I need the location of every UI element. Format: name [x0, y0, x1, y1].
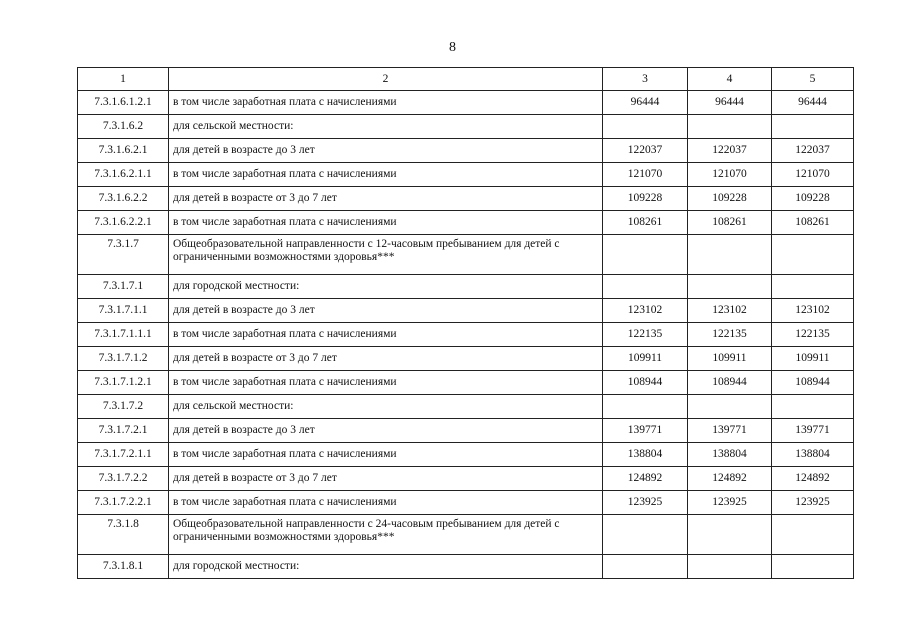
row-code-cell: 7.3.1.6.1.2.1: [78, 91, 169, 115]
column-header: 4: [688, 68, 772, 91]
row-name-cell: в том числе заработная плата с начислениями: [169, 491, 603, 515]
row-name-cell: для детей в возрасте от 3 до 7 лет: [169, 467, 603, 491]
row-value-col5: 96444: [772, 91, 854, 115]
row-value-col3: 123102: [603, 299, 688, 323]
row-name-cell: для сельской местности:: [169, 115, 603, 139]
table-row: [78, 323, 854, 347]
row-value-col4: 108944: [688, 371, 772, 395]
row-value-col5: 138804: [772, 443, 854, 467]
column-header: 3: [603, 68, 688, 91]
row-code-cell: 7.3.1.6.2.2: [78, 187, 169, 211]
page-number: 8: [449, 40, 456, 55]
table-row: [78, 275, 854, 299]
row-value-col3: 139771: [603, 419, 688, 443]
table-row: [78, 555, 854, 579]
row-value-col3: 108944: [603, 371, 688, 395]
row-value-col3: 108261: [603, 211, 688, 235]
row-name-cell: для детей в возрасте от 3 до 7 лет: [169, 347, 603, 371]
table-row: [78, 299, 854, 323]
row-value-col4: [688, 555, 772, 579]
table-row: [78, 347, 854, 371]
row-name-cell: для городской местности:: [169, 555, 603, 579]
row-name-cell: Общеобразовательной направленности с 12-часовым пребыванием для детей с ограниченными возможностями здоровья***: [169, 235, 603, 275]
row-code-cell: 7.3.1.6.2.1.1: [78, 163, 169, 187]
row-value-col3: [603, 555, 688, 579]
row-value-col4: 122135: [688, 323, 772, 347]
row-value-col4: 123102: [688, 299, 772, 323]
row-name-cell: в том числе заработная плата с начислениями: [169, 91, 603, 115]
row-value-col4: [688, 275, 772, 299]
table-row: [78, 395, 854, 419]
row-value-col4: 96444: [688, 91, 772, 115]
row-value-col4: [688, 235, 772, 275]
row-code-cell: 7.3.1.6.2.1: [78, 139, 169, 163]
row-value-col3: [603, 115, 688, 139]
row-value-col3: 122135: [603, 323, 688, 347]
row-value-col5: 108261: [772, 211, 854, 235]
column-header: 5: [772, 68, 854, 91]
row-value-col5: 121070: [772, 163, 854, 187]
row-code-cell: 7.3.1.7: [78, 235, 169, 275]
row-code-cell: 7.3.1.7.1.2: [78, 347, 169, 371]
row-value-col3: [603, 515, 688, 555]
row-value-col5: 108944: [772, 371, 854, 395]
table-row: [78, 163, 854, 187]
row-value-col4: 122037: [688, 139, 772, 163]
row-code-cell: 7.3.1.7.2.1: [78, 419, 169, 443]
row-code-cell: 7.3.1.7.2.2: [78, 467, 169, 491]
row-code-cell: 7.3.1.8.1: [78, 555, 169, 579]
row-value-col3: [603, 275, 688, 299]
table-row: [78, 419, 854, 443]
row-value-col5: [772, 515, 854, 555]
row-value-col5: 123102: [772, 299, 854, 323]
row-name-cell: для детей в возрасте от 3 до 7 лет: [169, 187, 603, 211]
row-value-col4: 124892: [688, 467, 772, 491]
row-value-col5: 124892: [772, 467, 854, 491]
row-value-col3: [603, 395, 688, 419]
row-value-col4: 109911: [688, 347, 772, 371]
row-value-col4: [688, 395, 772, 419]
row-value-col3: [603, 235, 688, 275]
table-row: [78, 235, 854, 275]
row-name-cell: в том числе заработная плата с начислениями: [169, 323, 603, 347]
column-header: 1: [78, 68, 169, 91]
row-code-cell: 7.3.1.7.2.2.1: [78, 491, 169, 515]
row-name-cell: для детей в возрасте до 3 лет: [169, 299, 603, 323]
row-value-col4: 109228: [688, 187, 772, 211]
table-row: [78, 139, 854, 163]
row-value-col5: 123925: [772, 491, 854, 515]
row-value-col4: 108261: [688, 211, 772, 235]
row-value-col5: [772, 275, 854, 299]
row-value-col5: 122037: [772, 139, 854, 163]
row-name-cell: в том числе заработная плата с начислениями: [169, 371, 603, 395]
row-value-col5: 122135: [772, 323, 854, 347]
row-value-col3: 109228: [603, 187, 688, 211]
table-row: [78, 91, 854, 115]
row-name-cell: в том числе заработная плата с начислениями: [169, 163, 603, 187]
row-value-col5: 109911: [772, 347, 854, 371]
row-value-col4: 121070: [688, 163, 772, 187]
column-header: 2: [169, 68, 603, 91]
row-code-cell: 7.3.1.8: [78, 515, 169, 555]
row-code-cell: 7.3.1.7.1.1: [78, 299, 169, 323]
table-row: [78, 443, 854, 467]
row-value-col4: 139771: [688, 419, 772, 443]
row-name-cell: Общеобразовательной направленности с 24-часовым пребыванием для детей с ограниченными возможностями здоровья***: [169, 515, 603, 555]
row-code-cell: 7.3.1.7.1.1.1: [78, 323, 169, 347]
row-code-cell: 7.3.1.7.1: [78, 275, 169, 299]
row-value-col5: [772, 235, 854, 275]
row-value-col5: [772, 555, 854, 579]
row-code-cell: 7.3.1.6.2.2.1: [78, 211, 169, 235]
table-row: [78, 491, 854, 515]
table-row: [78, 115, 854, 139]
row-value-col3: 124892: [603, 467, 688, 491]
table-header-row: [78, 68, 854, 91]
row-value-col3: 109911: [603, 347, 688, 371]
row-name-cell: для детей в возрасте до 3 лет: [169, 419, 603, 443]
row-value-col4: 138804: [688, 443, 772, 467]
row-code-cell: 7.3.1.6.2: [78, 115, 169, 139]
row-value-col5: 139771: [772, 419, 854, 443]
row-code-cell: 7.3.1.7.2.1.1: [78, 443, 169, 467]
row-code-cell: 7.3.1.7.1.2.1: [78, 371, 169, 395]
row-value-col4: [688, 515, 772, 555]
row-value-col5: [772, 115, 854, 139]
row-value-col4: [688, 115, 772, 139]
table-row: [78, 515, 854, 555]
table-row: [78, 371, 854, 395]
row-name-cell: для городской местности:: [169, 275, 603, 299]
row-value-col3: 121070: [603, 163, 688, 187]
row-name-cell: для сельской местности:: [169, 395, 603, 419]
table-row: [78, 187, 854, 211]
data-table: [77, 67, 854, 579]
row-name-cell: в том числе заработная плата с начислениями: [169, 443, 603, 467]
row-value-col3: 122037: [603, 139, 688, 163]
row-name-cell: для детей в возрасте до 3 лет: [169, 139, 603, 163]
row-value-col3: 123925: [603, 491, 688, 515]
row-value-col5: 109228: [772, 187, 854, 211]
row-name-cell: в том числе заработная плата с начислениями: [169, 211, 603, 235]
row-value-col5: [772, 395, 854, 419]
table-row: [78, 467, 854, 491]
row-value-col3: 96444: [603, 91, 688, 115]
row-code-cell: 7.3.1.7.2: [78, 395, 169, 419]
row-value-col3: 138804: [603, 443, 688, 467]
row-value-col4: 123925: [688, 491, 772, 515]
table-row: [78, 211, 854, 235]
